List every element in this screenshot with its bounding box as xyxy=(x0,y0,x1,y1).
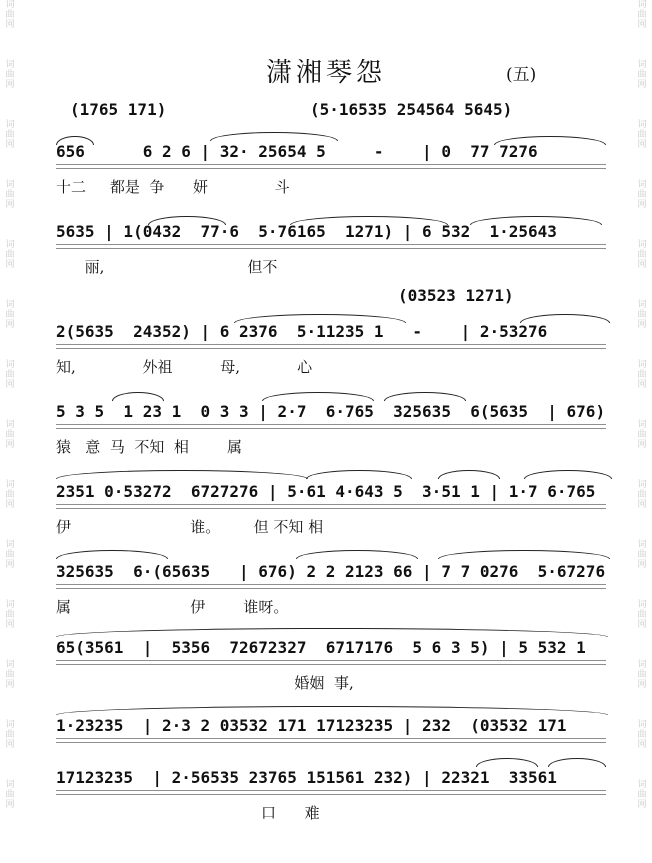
watermark-char: 曲 xyxy=(5,670,15,680)
beam-line xyxy=(56,164,606,169)
watermark-char: 曲 xyxy=(637,670,647,680)
watermark-char: 网 xyxy=(5,140,15,150)
watermark-char: 词 xyxy=(5,360,15,370)
watermark-char: 词 xyxy=(5,600,15,610)
watermark-char: 曲 xyxy=(637,730,647,740)
watermark-group xyxy=(634,420,650,480)
watermark-char: 词 xyxy=(5,300,15,310)
watermark-char: 网 xyxy=(637,560,647,570)
watermark-char: 曲 xyxy=(637,610,647,620)
slur-arc xyxy=(296,550,418,559)
watermark-char: 词 xyxy=(637,60,647,70)
watermark-char: 词 xyxy=(5,780,15,790)
watermark-group xyxy=(2,360,18,420)
watermark-char: 网 xyxy=(5,80,15,90)
beam-line xyxy=(56,584,606,589)
watermark-group xyxy=(2,180,18,240)
watermark-char: 词 xyxy=(637,540,647,550)
slur-arc xyxy=(56,470,308,479)
lyric-line: 伊 谁。 但 不知 相 xyxy=(56,518,324,536)
watermark-group xyxy=(634,0,650,60)
watermark-char: 网 xyxy=(5,620,15,630)
watermark-char: 词 xyxy=(5,180,15,190)
watermark-char: 曲 xyxy=(5,130,15,140)
watermark-char: 词 xyxy=(5,480,15,490)
slur-arc xyxy=(438,470,500,479)
watermark-char: 曲 xyxy=(637,790,647,800)
watermark-char: 词 xyxy=(637,120,647,130)
lyric-line: 属 伊 谁呀。 xyxy=(56,598,289,616)
notation-line: 5635 | 1(0432 77·6 5·76165 1271) | 6 532 1·25643 xyxy=(56,222,557,241)
watermark-char: 网 xyxy=(637,380,647,390)
watermark-char: 曲 xyxy=(5,790,15,800)
watermark-group xyxy=(634,480,650,540)
watermark-char: 网 xyxy=(5,500,15,510)
watermark-char: 曲 xyxy=(5,190,15,200)
watermark-char: 网 xyxy=(5,740,15,750)
watermark-group xyxy=(634,300,650,360)
watermark-char: 词 xyxy=(5,420,15,430)
watermark-char: 词 xyxy=(5,60,15,70)
lyric-line: 口 难 xyxy=(56,804,320,822)
notation-line: 656 6 2 6 | 32· 25654 5 - | 0 77 7276 xyxy=(56,142,538,161)
watermark-char: 网 xyxy=(637,320,647,330)
watermark-char: 网 xyxy=(5,320,15,330)
watermark-char: 曲 xyxy=(5,610,15,620)
watermark-group xyxy=(2,540,18,600)
watermark-group xyxy=(2,720,18,780)
watermark-char: 词 xyxy=(637,720,647,730)
watermark-group xyxy=(2,780,18,840)
lyric-line: 十二 都是 争 妍 斗 xyxy=(56,178,290,196)
watermark-char: 曲 xyxy=(637,490,647,500)
watermark-group xyxy=(2,120,18,180)
watermark-group xyxy=(634,540,650,600)
slur-arc xyxy=(306,470,412,479)
watermark-char: 词 xyxy=(637,180,647,190)
watermark-char: 曲 xyxy=(637,310,647,320)
watermark-char: 曲 xyxy=(5,370,15,380)
watermark-char: 词 xyxy=(637,360,647,370)
watermark-char: 词 xyxy=(637,420,647,430)
watermark-char: 词 xyxy=(5,0,15,10)
watermark-char: 网 xyxy=(637,200,647,210)
watermark-char: 词 xyxy=(637,660,647,670)
watermark-char: 网 xyxy=(637,20,647,30)
watermark-char: 网 xyxy=(637,740,647,750)
beam-line xyxy=(56,424,606,429)
watermark-char: 网 xyxy=(5,200,15,210)
watermark-char: 词 xyxy=(637,240,647,250)
beam-line xyxy=(56,738,606,743)
slur-arc xyxy=(262,392,374,401)
beam-line xyxy=(56,790,606,795)
watermark-group xyxy=(2,240,18,300)
watermark-char: 网 xyxy=(637,80,647,90)
watermark-group xyxy=(634,360,650,420)
beam-line xyxy=(56,660,606,665)
watermark-char: 曲 xyxy=(5,430,15,440)
watermark-group xyxy=(2,600,18,660)
watermark-char: 网 xyxy=(637,500,647,510)
watermark-char: 曲 xyxy=(5,490,15,500)
slur-arc xyxy=(384,392,466,401)
watermark-group xyxy=(634,600,650,660)
watermark-char: 曲 xyxy=(637,190,647,200)
beam-line xyxy=(56,344,606,349)
notation-line: 2(5635 24352) | 6 2376 5·11235 1 - | 2·53276 xyxy=(56,322,548,341)
watermark-group xyxy=(634,240,650,300)
watermark-char: 网 xyxy=(637,440,647,450)
watermark-char: 曲 xyxy=(5,310,15,320)
lyric-line: 知, 外祖 母, 心 xyxy=(56,358,313,376)
lyric-line: 丽, 但不 xyxy=(56,258,278,276)
watermark-group xyxy=(2,420,18,480)
watermark-char: 网 xyxy=(637,260,647,270)
watermark-char: 词 xyxy=(637,480,647,490)
notation-line: 5 3 5 1 23 1 0 3 3 | 2·7 6·765 325635 6(5635 | 676) xyxy=(56,402,606,421)
watermark-char: 曲 xyxy=(637,130,647,140)
watermark-char: 词 xyxy=(5,540,15,550)
slur-arc xyxy=(438,550,610,559)
watermark-char: 词 xyxy=(5,240,15,250)
watermark-group xyxy=(634,720,650,780)
watermark-char: 网 xyxy=(637,620,647,630)
beam-line xyxy=(56,504,606,509)
watermark-char: 网 xyxy=(5,20,15,30)
lyric-line: 猿 意 马 不知 相 属 xyxy=(56,438,243,456)
watermark-char: 网 xyxy=(5,800,15,810)
watermark-char: 词 xyxy=(5,720,15,730)
watermark-char: 曲 xyxy=(5,70,15,80)
watermark-char: 曲 xyxy=(637,250,647,260)
notation-line: 325635 6·(65635 | 676) 2 2 2123 66 | 7 7 0276 5·67276 xyxy=(56,562,606,581)
watermark-group xyxy=(634,120,650,180)
watermark-char: 词 xyxy=(637,780,647,790)
watermark-group xyxy=(2,480,18,540)
intro-phrase-a: (1765 171) xyxy=(70,100,167,119)
beam-line xyxy=(56,244,606,249)
watermark-char: 曲 xyxy=(637,370,647,380)
watermark-char: 网 xyxy=(5,440,15,450)
watermark-char: 网 xyxy=(637,680,647,690)
watermark-char: 词 xyxy=(637,600,647,610)
notation-line: 2351 0·53272 6727276 | 5·61 4·643 5 3·51 1 | 1·7 6·765 xyxy=(56,482,596,501)
watermark-char: 曲 xyxy=(5,550,15,560)
slur-arc xyxy=(210,132,338,141)
notation-line: 1·23235 | 2·3 2 03532 171 17123235 | 232 (03532 171 xyxy=(56,716,567,735)
watermark-group xyxy=(634,660,650,720)
interlude-phrase: (03523 1271) xyxy=(398,286,514,305)
score-title: 潇湘琴怨 xyxy=(265,58,386,88)
watermark-char: 曲 xyxy=(637,70,647,80)
watermark-group xyxy=(2,0,18,60)
part-number: (五) xyxy=(506,65,537,85)
watermark-char: 词 xyxy=(637,0,647,10)
watermark-right xyxy=(634,0,650,863)
watermark-char: 曲 xyxy=(5,10,15,20)
watermark-char: 网 xyxy=(5,560,15,570)
watermark-char: 网 xyxy=(637,140,647,150)
watermark-left xyxy=(2,0,18,863)
watermark-char: 词 xyxy=(637,300,647,310)
watermark-char: 曲 xyxy=(5,250,15,260)
watermark-char: 曲 xyxy=(637,550,647,560)
slur-arc xyxy=(548,758,606,767)
watermark-char: 曲 xyxy=(637,430,647,440)
watermark-group xyxy=(2,660,18,720)
notation-line: 17123235 | 2·56535 23765 151561 232) | 22321 33561 xyxy=(56,768,557,787)
watermark-char: 网 xyxy=(5,380,15,390)
slur-arc xyxy=(524,470,612,479)
watermark-group xyxy=(634,180,650,240)
notation-line: 65(3561 | 5356 72672327 6717176 5 6 3 5) | 5 532 1 xyxy=(56,638,586,657)
watermark-char: 曲 xyxy=(5,730,15,740)
slur-arc xyxy=(112,392,164,401)
watermark-group xyxy=(634,780,650,840)
watermark-char: 网 xyxy=(5,680,15,690)
slur-arc xyxy=(56,628,608,637)
watermark-char: 词 xyxy=(5,660,15,670)
watermark-char: 网 xyxy=(5,260,15,270)
intro-phrase-b: (5·16535 254564 5645) xyxy=(310,100,513,119)
slur-arc xyxy=(56,550,168,559)
lyric-line: 婚姻 事, xyxy=(56,674,354,692)
slur-arc xyxy=(476,758,538,767)
watermark-char: 曲 xyxy=(637,10,647,20)
watermark-char: 词 xyxy=(5,120,15,130)
watermark-char: 网 xyxy=(637,800,647,810)
watermark-group xyxy=(2,300,18,360)
slur-arc xyxy=(56,706,608,715)
